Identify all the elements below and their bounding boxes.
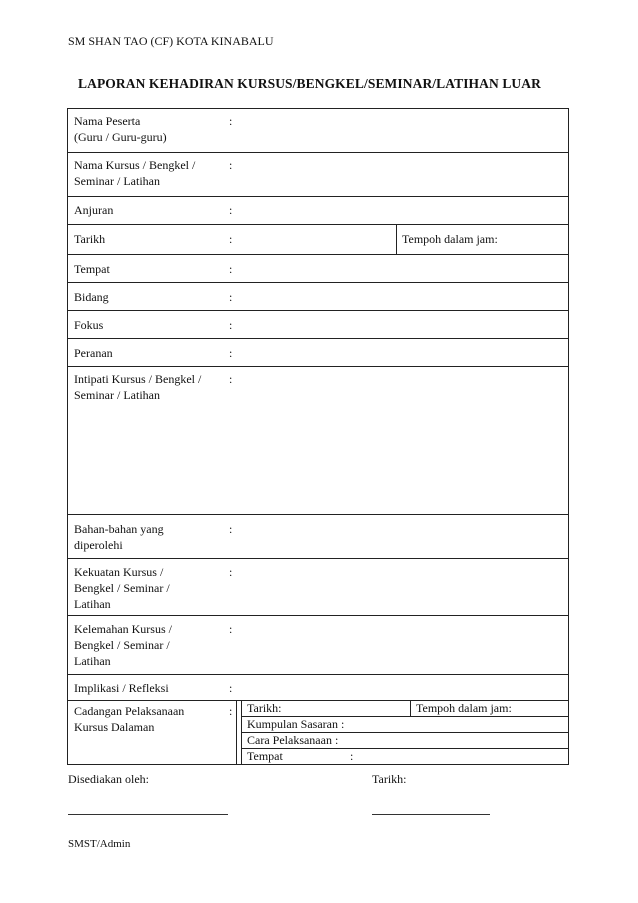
- row-anjuran: [68, 197, 568, 225]
- row-tarikh: [68, 225, 568, 255]
- row-nama-kursus: [68, 153, 568, 197]
- colon: :: [229, 704, 233, 718]
- row-cadangan: [68, 701, 568, 764]
- label-bahan: Bahan-bahan yang diperolehi: [74, 522, 164, 552]
- row-kekuatan: [68, 559, 568, 616]
- colon: :: [229, 232, 233, 246]
- sub-row-cara: [242, 733, 568, 749]
- row-intipati: [68, 367, 568, 515]
- label-tempoh: Tempoh dalam jam:: [402, 232, 498, 246]
- colon: :: [229, 290, 233, 304]
- label-kelemahan: Kelemahan Kursus / Bengkel / Seminar / Latihan: [74, 622, 172, 668]
- sub-colon-tempat: :: [350, 749, 354, 763]
- colon: :: [229, 318, 233, 332]
- disediakan-label: Disediakan oleh:: [68, 772, 149, 786]
- sub-label-tempat: Tempat: [247, 749, 283, 763]
- row-tempat: [68, 255, 568, 283]
- sub-row-tempat: [242, 749, 568, 765]
- label-cadangan: Cadangan Pelaksanaan Kursus Dalaman: [74, 704, 185, 734]
- form-title: LAPORAN KEHADIRAN KURSUS/BENGKEL/SEMINAR/LATIHAN LUAR: [78, 76, 541, 91]
- row-fokus: [68, 311, 568, 339]
- label-fokus: Fokus: [74, 318, 104, 332]
- colon: :: [229, 372, 233, 386]
- row-nama-peserta: [68, 109, 568, 153]
- report-form: [67, 108, 569, 765]
- row-implikasi: [68, 675, 568, 701]
- label-bidang: Bidang: [74, 290, 109, 304]
- admin-code: SMST/Admin: [68, 838, 131, 850]
- colon: :: [229, 622, 233, 636]
- label-nama-kursus: Nama Kursus / Bengkel / Seminar / Latihan: [74, 158, 196, 188]
- colon: :: [229, 203, 233, 217]
- colon: :: [229, 262, 233, 276]
- date-line: [372, 814, 490, 815]
- divider: [396, 225, 397, 254]
- label-kekuatan: Kekuatan Kursus / Bengkel / Seminar / Latihan: [74, 565, 170, 611]
- colon: :: [229, 158, 233, 172]
- label-intipati: Intipati Kursus / Bengkel / Seminar / Latihan: [74, 372, 202, 402]
- cadangan-subtable: [236, 701, 568, 764]
- label-tarikh: Tarikh: [74, 232, 106, 246]
- label-peranan: Peranan: [74, 346, 113, 360]
- footer-tarikh-label: Tarikh:: [372, 772, 407, 786]
- row-peranan: [68, 339, 568, 367]
- colon: :: [229, 565, 233, 579]
- label-anjuran: Anjuran: [74, 203, 114, 217]
- sub-label-tarikh: Tarikh:: [247, 701, 282, 715]
- label-implikasi: Implikasi / Refleksi: [74, 681, 169, 695]
- colon: :: [229, 346, 233, 360]
- colon: :: [229, 522, 233, 536]
- row-bahan: [68, 515, 568, 559]
- row-bidang: [68, 283, 568, 311]
- signature-line: [68, 814, 228, 815]
- row-kelemahan: [68, 616, 568, 675]
- sub-row-kumpulan: [242, 717, 568, 733]
- colon: :: [229, 681, 233, 695]
- sub-label-tempoh: Tempoh dalam jam:: [416, 701, 512, 715]
- sub-label-kumpulan: Kumpulan Sasaran :: [247, 717, 345, 731]
- sub-label-cara: Cara Pelaksanaan :: [247, 733, 339, 747]
- label-tempat: Tempat: [74, 262, 110, 276]
- label-nama-peserta: Nama Peserta (Guru / Guru-guru): [74, 114, 167, 144]
- school-name: SM SHAN TAO (CF) KOTA KINABALU: [68, 34, 274, 48]
- colon: :: [229, 114, 233, 128]
- cadangan-subtable-inner: [241, 701, 568, 764]
- sub-row-tarikh: [242, 701, 568, 717]
